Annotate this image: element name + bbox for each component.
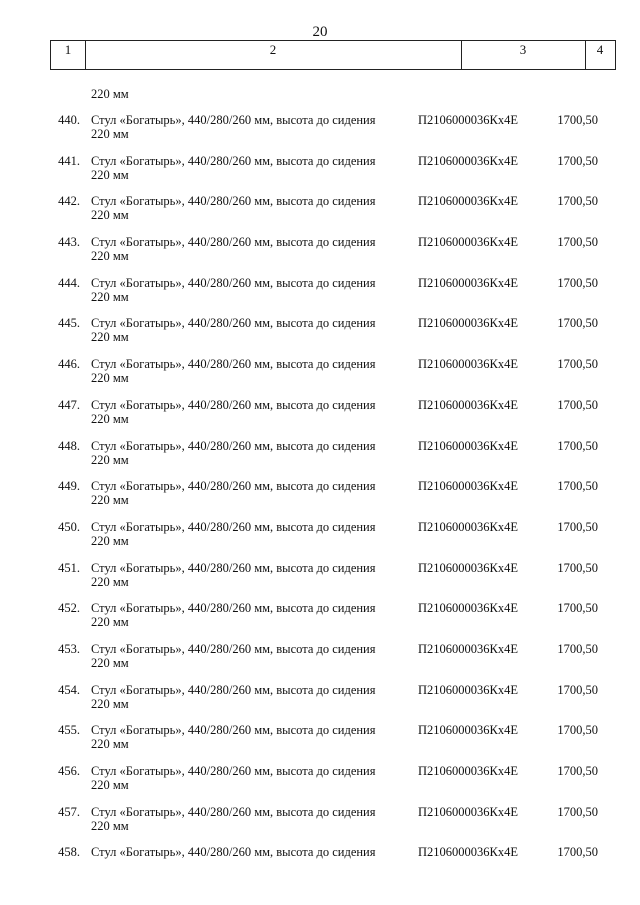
table-row xyxy=(0,805,640,846)
row-description-line2: 220 мм xyxy=(91,818,129,833)
row-description-line1: Стул «Богатырь», 440/280/260 мм, высота до сидения xyxy=(91,764,376,778)
row-description-line2: 220 мм xyxy=(91,249,129,264)
row-description-line1: Стул «Богатырь», 440/280/260 мм, высота до сидения xyxy=(91,316,376,331)
table-row xyxy=(0,276,640,317)
table-row xyxy=(0,479,640,520)
row-price: 1700,50 xyxy=(557,153,598,168)
row-description-line1: Стул «Богатырь», 440/280/260 мм, высота до сидения xyxy=(91,397,376,412)
table-row xyxy=(0,154,640,195)
table-row xyxy=(0,398,640,439)
row-price: 1700,50 xyxy=(557,804,598,819)
row-description xyxy=(91,154,401,182)
row-description xyxy=(91,561,401,589)
row-description-line2: 220 мм xyxy=(91,574,129,589)
row-price: 1700,50 xyxy=(557,275,598,290)
row-code: П2106000036Кх4Е xyxy=(418,438,518,453)
row-number: 455. xyxy=(58,723,80,738)
row-description-line2: 220 мм xyxy=(91,493,129,508)
row-description-line2: 220 мм xyxy=(91,778,129,792)
row-description-line2: 220 мм xyxy=(91,330,129,345)
row-code: П2106000036Кх4Е xyxy=(418,641,518,656)
row-code: П2106000036Кх4Е xyxy=(418,153,518,168)
row-description xyxy=(91,276,401,304)
row-description xyxy=(91,479,401,507)
row-number: 443. xyxy=(58,235,80,250)
row-code: П2106000036Кх4Е xyxy=(418,519,518,534)
row-price: 1700,50 xyxy=(557,397,598,412)
table-row xyxy=(0,357,640,398)
row-number: 448. xyxy=(58,438,80,453)
header-col-3: 3 xyxy=(461,41,586,69)
row-code: П2106000036Кх4Е xyxy=(418,682,518,697)
row-code: П2106000036Кх4Е xyxy=(418,601,518,616)
row-description-line2: 220 мм xyxy=(91,208,129,223)
row-code: П2106000036Кх4Е xyxy=(418,113,518,127)
row-price: 1700,50 xyxy=(557,113,598,127)
row-description xyxy=(91,316,401,344)
row-description xyxy=(91,439,401,467)
row-description-line2: 220 мм xyxy=(91,452,129,467)
row-description xyxy=(91,520,401,548)
row-description-line1: Стул «Богатырь», 440/280/260 мм, высота до сидения xyxy=(91,560,376,575)
row-number: 456. xyxy=(58,764,80,778)
row-description xyxy=(91,764,401,792)
table-row xyxy=(0,194,640,235)
table-row xyxy=(0,439,640,480)
item-list xyxy=(0,113,640,886)
row-code: П2106000036Кх4Е xyxy=(418,316,518,331)
row-code: П2106000036Кх4Е xyxy=(418,479,518,494)
table-row xyxy=(0,113,640,154)
table-row xyxy=(0,764,640,805)
row-number: 450. xyxy=(58,519,80,534)
row-number: 449. xyxy=(58,479,80,494)
row-price: 1700,50 xyxy=(557,641,598,656)
row-description-line2: 220 мм xyxy=(91,615,129,630)
row-code: П2106000036Кх4Е xyxy=(418,275,518,290)
row-description-line1: Стул «Богатырь», 440/280/260 мм, высота до сидения xyxy=(91,845,376,860)
row-description-line1: Стул «Богатырь», 440/280/260 мм, высота до сидения xyxy=(91,601,376,616)
header-col-1: 1 xyxy=(51,41,86,69)
row-description-line2: 220 мм xyxy=(91,655,129,670)
row-description-line1: Стул «Богатырь», 440/280/260 мм, высота до сидения xyxy=(91,275,376,290)
row-number: 444. xyxy=(58,275,80,290)
row-description-line2: 220 мм xyxy=(91,289,129,304)
row-description-line2: 220 мм xyxy=(91,411,129,426)
row-code: П2106000036Кх4Е xyxy=(418,723,518,738)
row-code: П2106000036Кх4Е xyxy=(418,357,518,372)
row-description-line1: Стул «Богатырь», 440/280/260 мм, высота до сидения xyxy=(91,804,376,819)
row-price: 1700,50 xyxy=(557,723,598,738)
row-description-line1: Стул «Богатырь», 440/280/260 мм, высота до сидения xyxy=(91,641,376,656)
row-description-line1: Стул «Богатырь», 440/280/260 мм, высота до сидения xyxy=(91,153,376,168)
table-row xyxy=(0,520,640,561)
row-description-line2: 220 мм xyxy=(91,696,129,711)
row-number: 445. xyxy=(58,316,80,331)
table-row xyxy=(0,845,640,886)
row-description xyxy=(91,235,401,263)
row-price: 1700,50 xyxy=(557,357,598,372)
continuation-text: 220 мм xyxy=(91,87,129,101)
row-price: 1700,50 xyxy=(557,316,598,331)
row-description-line1: Стул «Богатырь», 440/280/260 мм, высота до сидения xyxy=(91,235,376,250)
row-number: 447. xyxy=(58,397,80,412)
row-code: П2106000036Кх4Е xyxy=(418,194,518,209)
row-number: 440. xyxy=(58,113,80,127)
table-row xyxy=(0,235,640,276)
table-row xyxy=(0,316,640,357)
table-row xyxy=(0,723,640,764)
header-col-2: 2 xyxy=(85,41,462,69)
row-number: 452. xyxy=(58,601,80,616)
row-code: П2106000036Кх4Е xyxy=(418,845,518,860)
row-description xyxy=(91,601,401,629)
page-number: 20 xyxy=(312,24,328,40)
row-code: П2106000036Кх4Е xyxy=(418,764,518,778)
row-number: 458. xyxy=(58,845,80,860)
row-code: П2106000036Кх4Е xyxy=(418,804,518,819)
row-price: 1700,50 xyxy=(557,764,598,778)
row-description xyxy=(91,113,401,141)
row-description xyxy=(91,642,401,670)
row-price: 1700,50 xyxy=(557,845,598,860)
row-code: П2106000036Кх4Е xyxy=(418,560,518,575)
table-row xyxy=(0,561,640,602)
row-number: 453. xyxy=(58,641,80,656)
row-price: 1700,50 xyxy=(557,560,598,575)
table-row xyxy=(0,642,640,683)
header-col-4: 4 xyxy=(596,42,604,57)
row-price: 1700,50 xyxy=(557,194,598,209)
table-header xyxy=(50,40,616,70)
row-number: 441. xyxy=(58,153,80,168)
row-description xyxy=(91,357,401,385)
row-description-line2: 220 мм xyxy=(91,533,129,548)
row-price: 1700,50 xyxy=(557,438,598,453)
row-description-line1: Стул «Богатырь», 440/280/260 мм, высота до сидения xyxy=(91,194,376,209)
row-code: П2106000036Кх4Е xyxy=(418,235,518,250)
row-description-line2: 220 мм xyxy=(91,127,129,141)
row-price: 1700,50 xyxy=(557,682,598,697)
row-description-line1: Стул «Богатырь», 440/280/260 мм, высота до сидения xyxy=(91,357,376,372)
row-code: П2106000036Кх4Е xyxy=(418,397,518,412)
row-description-line1: Стул «Богатырь», 440/280/260 мм, высота до сидения xyxy=(91,723,376,738)
row-price: 1700,50 xyxy=(557,235,598,250)
row-price: 1700,50 xyxy=(557,519,598,534)
row-description xyxy=(91,805,401,833)
row-description-line1: Стул «Богатырь», 440/280/260 мм, высота до сидения xyxy=(91,682,376,697)
row-description xyxy=(91,194,401,222)
row-description xyxy=(91,398,401,426)
row-description-line1: Стул «Богатырь», 440/280/260 мм, высота до сидения xyxy=(91,113,376,127)
row-description-line2: 220 мм xyxy=(91,167,129,182)
row-description xyxy=(91,845,401,859)
row-number: 446. xyxy=(58,357,80,372)
row-price: 1700,50 xyxy=(557,479,598,494)
row-description-line2: 220 мм xyxy=(91,737,129,752)
row-description-line2: 220 мм xyxy=(91,371,129,386)
row-number: 457. xyxy=(58,804,80,819)
row-price: 1700,50 xyxy=(557,601,598,616)
row-description-line1: Стул «Богатырь», 440/280/260 мм, высота до сидения xyxy=(91,479,376,494)
table-row xyxy=(0,601,640,642)
row-description xyxy=(91,723,401,751)
row-number: 451. xyxy=(58,560,80,575)
row-description-line1: Стул «Богатырь», 440/280/260 мм, высота до сидения xyxy=(91,438,376,453)
row-description xyxy=(91,683,401,711)
row-description-line1: Стул «Богатырь», 440/280/260 мм, высота до сидения xyxy=(91,519,376,534)
row-number: 442. xyxy=(58,194,80,209)
table-row xyxy=(0,683,640,724)
row-number: 454. xyxy=(58,682,80,697)
